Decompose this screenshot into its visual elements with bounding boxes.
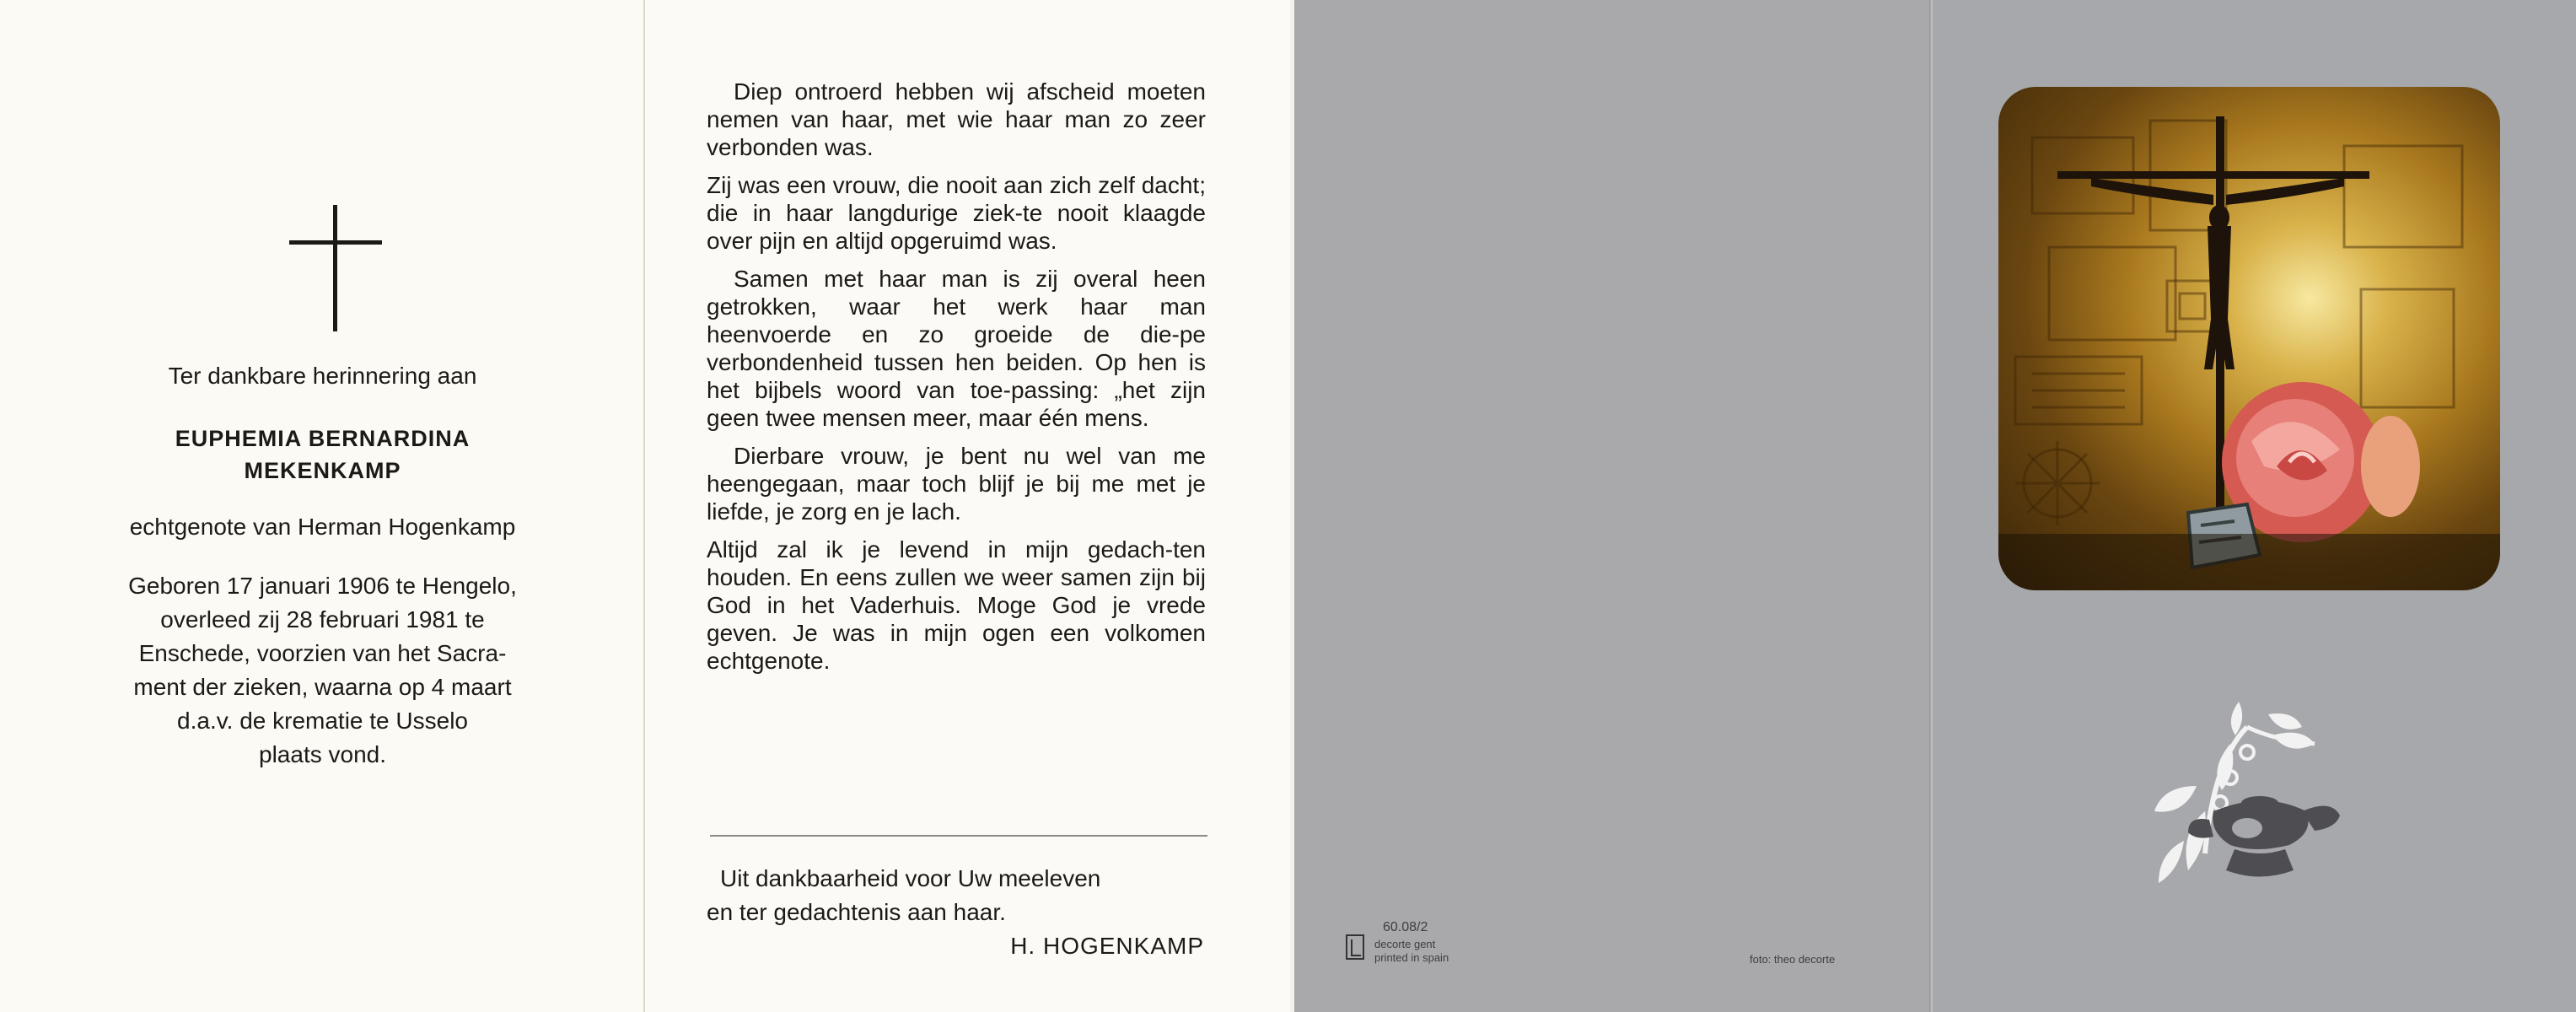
card-inside-left (0, 0, 645, 1012)
signature: H. HOGENKAMP (1010, 933, 1204, 959)
memorial-paragraph: Dierbare vrouw, je bent nu wel van me heengegaan, maar toch blijf je bij me met je liefde, je zorg en je lach. (707, 443, 1206, 525)
photo-credit: foto: theo decorte (1750, 953, 1836, 966)
printed-in: printed in spain (1374, 951, 1449, 964)
deceased-name-line2: MEKENKAMP (244, 458, 401, 483)
card-code: 60.08/2 (1383, 920, 1428, 934)
memorial-paragraph: Altijd zal ik je levend in mijn gedach-ten houden. En eens zullen we weer samen zijn bij God in het Vaderhuis. Moge God je vrede geven. Je was in mijn ogen een volkomen echtgenote. (707, 536, 1206, 674)
thanks-block (707, 862, 1213, 963)
cross-icon (289, 205, 382, 331)
oil-lamp-flower-icon (2146, 693, 2357, 896)
thanks-line2: en ter gedachtenis aan haar. (707, 899, 1006, 925)
bio-line: Geboren 17 januari 1906 te Hengelo, (128, 573, 517, 599)
crucifix-rose-photo (1998, 87, 2500, 590)
relation-text: echtgenote van Herman Hogenkamp (129, 514, 516, 540)
bio-line: plaats vond. (259, 741, 386, 767)
bio-line: Enschede, voorzien van het Sacra- (138, 640, 507, 666)
bio-line: ment der zieken, waarna op 4 maart (133, 674, 512, 700)
intro-text: Ter dankbare herinnering aan (168, 363, 477, 389)
divider (710, 835, 1207, 837)
bio-line: d.a.v. de krematie te Usselo (177, 708, 468, 734)
deceased-name-line1: EUPHEMIA BERNARDINA (175, 426, 471, 451)
memorial-text (707, 78, 1206, 685)
thanks-line1: Uit dankbaarheid voor Uw meeleven (720, 865, 1101, 891)
publisher-name: decorte gent (1374, 938, 1436, 950)
card-back-cover (1294, 0, 1933, 1012)
bio-line: overleed zij 28 februari 1981 te (160, 606, 485, 632)
memorial-paragraph: Zij was een vrouw, die nooit aan zich zelf dacht; die in haar langdurige ziek-te nooit klaagde over pijn en altijd opgeruimd was. (707, 172, 1206, 254)
memorial-paragraph: Samen met haar man is zij overal heen getrokken, waar het werk haar man heenvoerde en zo groeide de die-pe verbondenheid tussen hen beiden. Op hen is het bijbels woord van toe-passing: „het zijn geen twee mensen meer, maar één mens. (707, 266, 1206, 431)
memorial-paragraph: Diep ontroerd hebben wij afscheid moeten nemen van haar, met wie haar man zo zeer verbonden was. (707, 78, 1206, 160)
publisher-logo-icon (1346, 934, 1364, 960)
